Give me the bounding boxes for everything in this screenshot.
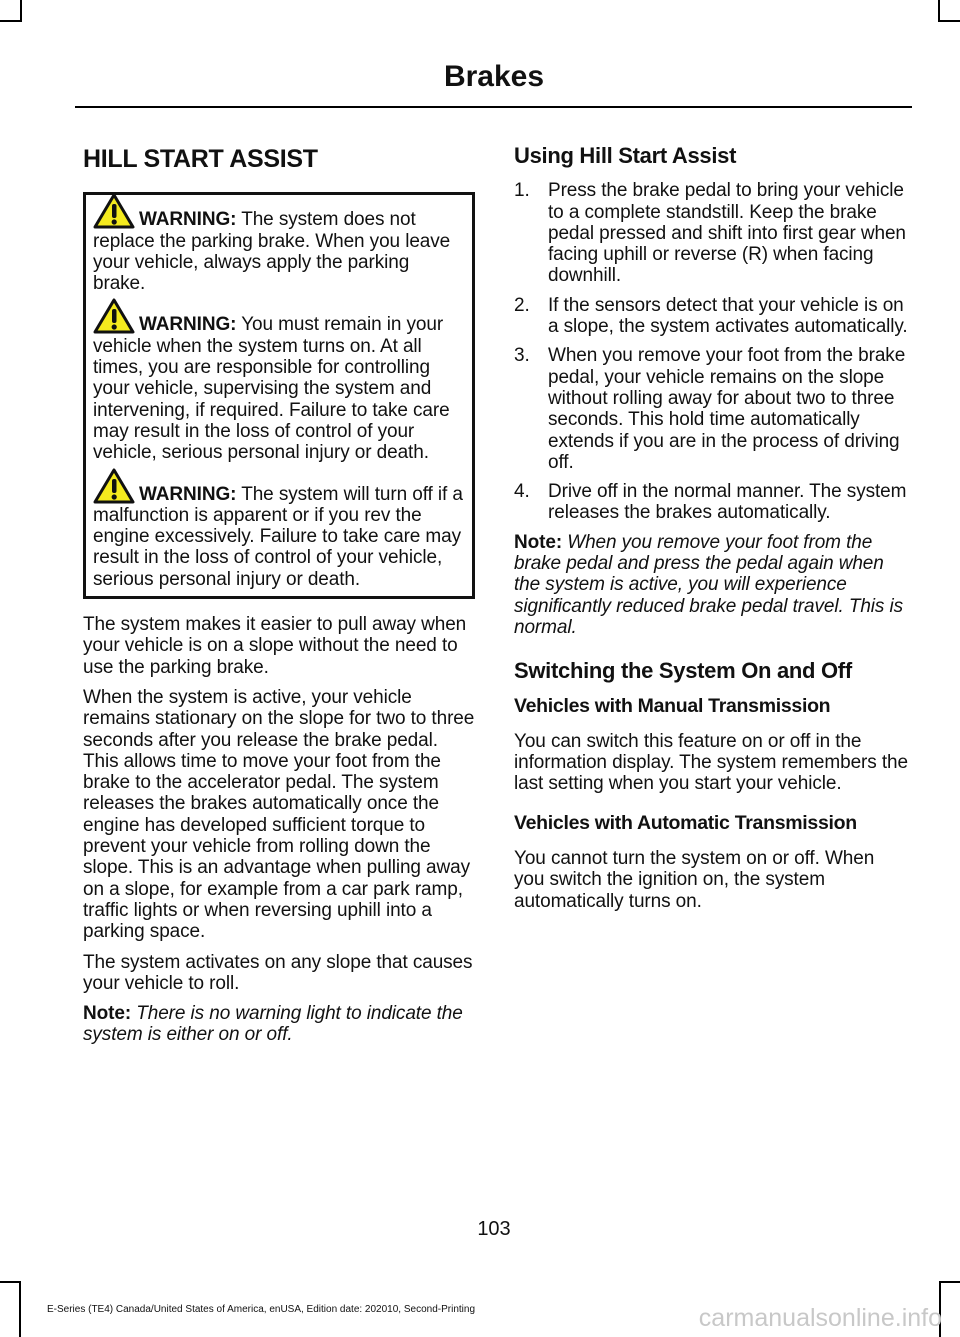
- warning-triangle-icon: [93, 193, 135, 229]
- list-item: 4. Drive off in the normal manner. The system releases the brakes automatically.: [514, 481, 907, 524]
- sub-heading: Vehicles with Automatic Transmission: [514, 811, 857, 834]
- warning-1: WARNING: The system does not replace the parking brake. When you leave your vehicle, always apply the parking brake.: [93, 203, 465, 294]
- warning-3: WARNING: The system will turn off if a malfunction is apparent or if you rev the engine excessively. Failure to take care may result in the loss of control of your vehicle, serious personal injury or death.: [93, 478, 465, 590]
- crop-mark: [0, 1281, 20, 1283]
- crop-mark: [940, 1281, 960, 1283]
- paragraph: When the system is active, your vehicle remains stationary on the slope for two to three seconds after you release the brake pedal. This allows time to move your foot from the brake to the accelerator pedal. The system releases the brakes automatically once the engine has developed sufficient torque to prevent your vehicle from rolling down the slope. This is an advantage when pulling away on a slope, for example from a car park ramp, traffic lights or when reversing uphill into a parking space.: [83, 686, 475, 943]
- crop-mark: [0, 20, 20, 22]
- paragraph: You can switch this feature on or off in the information display. The system remembers the last setting when you start your vehicle.: [514, 730, 908, 795]
- right-column: [514, 145, 908, 921]
- warning-2: WARNING: You must remain in your vehicle when the system turns on. At all times, you are responsible for controlling your vehicle, supervising the system and intervening, if required. Failure to take care may result in the loss of control of your vehicle, serious personal injury or death.: [93, 308, 465, 463]
- paragraph: The system makes it easier to pull away when your vehicle is on a slope without the need to use the parking brake.: [83, 614, 467, 678]
- page-title: Brakes: [443, 60, 545, 93]
- subsection-heading: Using Hill Start Assist: [514, 143, 737, 168]
- list-item: 3. When you remove your foot from the brake pedal, your vehicle remains on the slope without rolling away for about two to three seconds. This hold time automatically extends if you are in the process of driving off.: [514, 345, 906, 473]
- section-heading: HILL START ASSIST: [83, 145, 318, 173]
- crop-mark: [20, 0, 22, 22]
- warning-triangle-icon: [93, 468, 135, 504]
- edition-footer: E-Series (TE4) Canada/United States of America, enUSA, Edition date: 202010, Second-Printing: [47, 1304, 476, 1315]
- header-rule: [75, 106, 912, 108]
- crop-mark: [938, 0, 940, 22]
- paragraph: You cannot turn the system on or off. When you switch the ignition on, the system automatically turns on.: [514, 848, 875, 912]
- note: Note: When you remove your foot from the brake pedal and press the pedal again when the system is active, you will experience significantly reduced brake pedal travel. This is normal.: [514, 531, 904, 638]
- crop-mark: [940, 20, 960, 22]
- warning-triangle-icon: [93, 298, 135, 334]
- warning-box: [83, 192, 475, 599]
- watermark: carmanualsonline.info: [698, 1304, 942, 1332]
- paragraph: The system activates on any slope that causes your vehicle to roll.: [83, 951, 473, 994]
- sub-heading: Vehicles with Manual Transmission: [514, 694, 831, 717]
- subsection-heading: Switching the System On and Off: [514, 658, 852, 684]
- left-column: [83, 145, 475, 1055]
- page-number: 103: [477, 1218, 511, 1240]
- list-item: 1. Press the brake pedal to bring your vehicle to a complete standstill. Keep the brake pedal pressed and shift into first gear when facing uphill or reverse (R) when facing downhill.: [514, 180, 906, 287]
- steps-list: [514, 180, 908, 523]
- note: Note: There is no warning light to indicate the system is either on or off.: [83, 1003, 463, 1046]
- crop-mark: [19, 1281, 21, 1337]
- list-item: 2. If the sensors detect that your vehicle is on a slope, the system activates automatically.: [514, 294, 908, 338]
